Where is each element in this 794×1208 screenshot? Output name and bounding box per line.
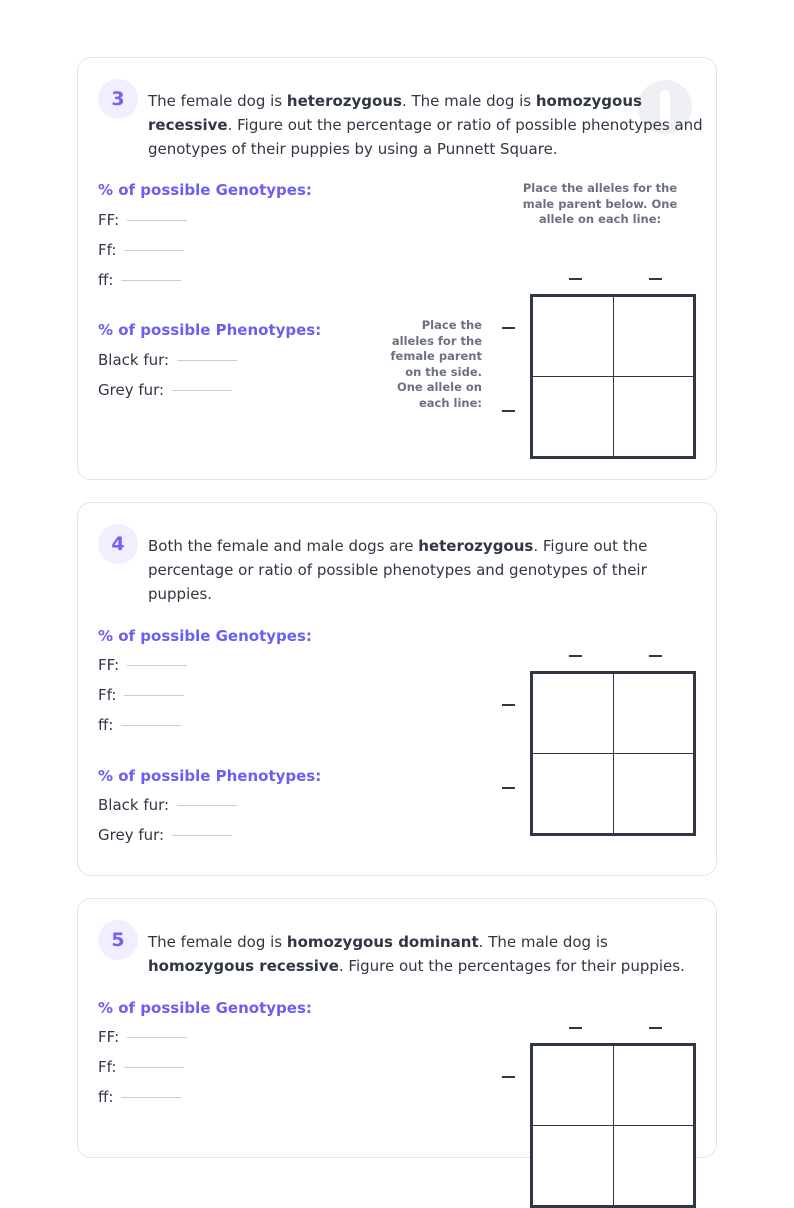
female-allele-line-1[interactable] [502, 327, 515, 329]
female-allele-instruction: Place the alleles for the female parent on the side. One allele on each line: [390, 318, 482, 410]
genotype-row-FF: FF: [98, 655, 187, 675]
question-number: 3 [98, 79, 138, 119]
phenotype-row-grey: Grey fur: [98, 380, 232, 400]
question-number: 4 [98, 524, 138, 564]
genotype-row-Ff: Ff: [98, 1057, 184, 1077]
answer-line[interactable] [127, 220, 187, 221]
female-allele-line-2[interactable] [502, 410, 515, 412]
genotype-row-ff: ff: [98, 270, 181, 290]
phenotype-row-black: Black fur: [98, 350, 237, 370]
male-allele-line-2[interactable] [649, 655, 662, 657]
genotype-row-FF: FF: [98, 210, 187, 230]
punnett-square[interactable] [530, 671, 696, 836]
genotype-row-FF: FF: [98, 1027, 187, 1047]
genotype-row-Ff: Ff: [98, 240, 184, 260]
punnett-square[interactable] [530, 294, 696, 459]
punnett-square[interactable] [530, 1043, 696, 1208]
answer-line[interactable] [121, 1097, 181, 1098]
female-allele-line-1[interactable] [502, 704, 515, 706]
answer-line[interactable] [124, 250, 184, 251]
answer-line[interactable] [121, 725, 181, 726]
answer-line[interactable] [124, 1067, 184, 1068]
answer-line[interactable] [172, 390, 232, 391]
question-number: 5 [98, 920, 138, 960]
question-text: Both the female and male dogs are heterozygous. Figure out the percentage or ratio of possible phenotypes and genotypes of their puppies. [148, 537, 648, 603]
male-allele-line-2[interactable] [649, 1027, 662, 1029]
female-allele-line-1[interactable] [502, 1076, 515, 1078]
question-text: The female dog is homozygous dominant. The male dog is homozygous recessive. Figure out the percentages for their puppies. [148, 933, 685, 975]
question-text: The female dog is heterozygous. The male dog is homozygous recessive. Figure out the percentage or ratio of possible phenotypes and genotypes of their puppies by using a Punnett Square. [148, 92, 703, 158]
phenotype-row-grey: Grey fur: [98, 825, 232, 845]
answer-line[interactable] [127, 665, 187, 666]
male-allele-line-1[interactable] [569, 655, 582, 657]
male-allele-line-1[interactable] [569, 278, 582, 280]
phenotypes-label: % of possible Phenotypes: [98, 321, 322, 339]
genotype-row-Ff: Ff: [98, 685, 184, 705]
phenotypes-label: % of possible Phenotypes: [98, 767, 322, 785]
genotypes-label: % of possible Genotypes: [98, 627, 312, 645]
genotypes-label: % of possible Genotypes: [98, 999, 312, 1017]
answer-line[interactable] [124, 695, 184, 696]
answer-line[interactable] [172, 835, 232, 836]
question-card-4 [77, 502, 717, 876]
answer-line[interactable] [177, 805, 237, 806]
answer-line[interactable] [177, 360, 237, 361]
genotypes-label: % of possible Genotypes: [98, 181, 312, 199]
question-card-3 [77, 57, 717, 480]
question-card-5 [77, 898, 717, 1158]
male-allele-line-1[interactable] [569, 1027, 582, 1029]
male-allele-line-2[interactable] [649, 278, 662, 280]
answer-line[interactable] [121, 280, 181, 281]
phenotype-row-black: Black fur: [98, 795, 237, 815]
answer-line[interactable] [127, 1037, 187, 1038]
genotype-row-ff: ff: [98, 715, 181, 735]
genotype-row-ff: ff: [98, 1087, 181, 1107]
male-allele-instruction: Place the alleles for the male parent below. One allele on each line: [522, 181, 678, 226]
female-allele-line-2[interactable] [502, 787, 515, 789]
